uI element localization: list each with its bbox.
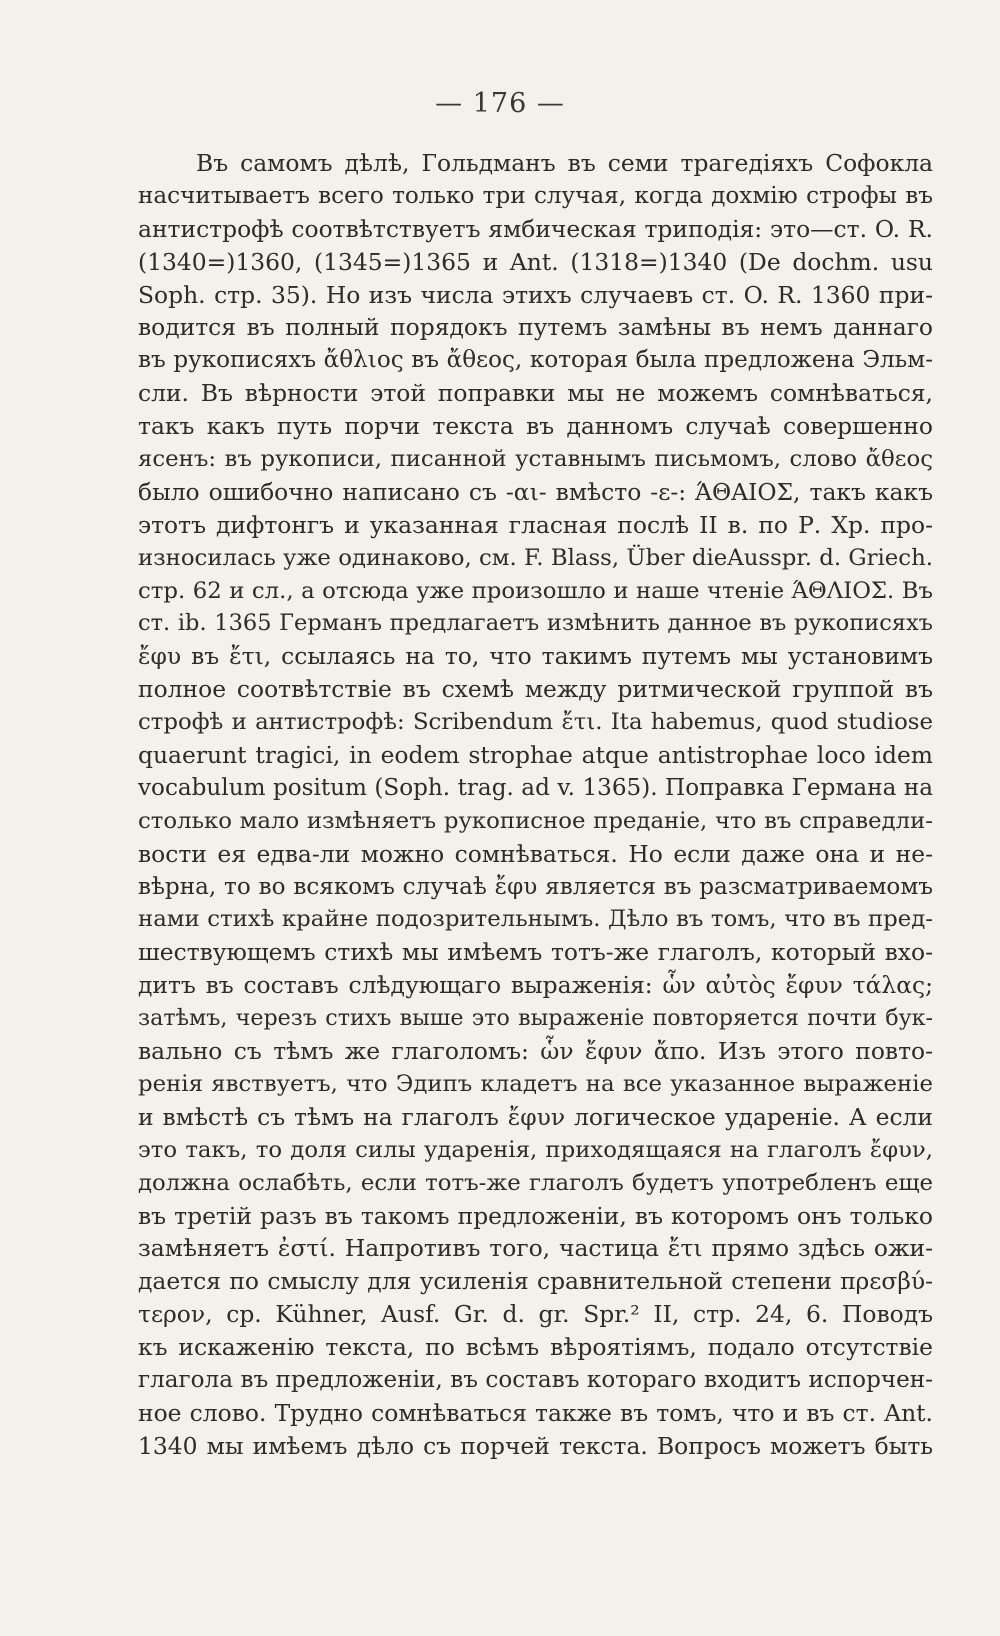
body-text bbox=[138, 147, 933, 1463]
text-line: сли. Въ вѣрности этой поправки мы не можемъ сомнѣваться, bbox=[138, 379, 933, 408]
text-line: вости ея едва-ли можно сомнѣваться. Но если даже она и не- bbox=[138, 839, 933, 868]
text-line: вально съ тѣмъ же глаголомъ: ὧν ἔφυν ἄπο. Изъ этого повто- bbox=[138, 1037, 933, 1066]
text-line: полное соотвѣтствіе въ схемѣ между ритмической группой въ bbox=[138, 675, 933, 704]
text-line: затѣмъ, черезъ стихъ выше это выраженіе повторяется почти бук- bbox=[138, 1005, 933, 1032]
text-line: (1340=)1360, (1345=)1365 и Ant. (1318=)1340 (De dochm. usu bbox=[138, 247, 933, 276]
text-line: вѣрна, то во всякомъ случаѣ ἔφυ является въ разсматриваемомъ bbox=[138, 873, 933, 900]
text-line: τερον, ср. Kühner, Ausf. Gr. d. gr. Spr.² II, стр. 24, 6. Поводъ bbox=[138, 1300, 933, 1329]
text-line: quaerunt tragici, in eodem strophae atque antistrophae loco idem bbox=[138, 741, 933, 770]
text-line: стр. 62 и сл., а отсюда уже произошло и наше чтеніе ΆΘΛΙΟΣ. Въ bbox=[138, 577, 933, 604]
text-line: ное слово. Трудно сомнѣваться также въ томъ, что и въ ст. Ant. bbox=[138, 1398, 933, 1427]
text-line: ренія явствуетъ, что Эдипъ кладетъ на все указанное выраженіе bbox=[138, 1070, 933, 1097]
text-line: это такъ, то доля силы ударенія, приходящаяся на глаголъ ἔφυν, bbox=[138, 1136, 933, 1163]
text-line: дитъ въ составъ слѣдующаго выраженія: ὧν αὐτὸς ἔφυν τάλας; bbox=[138, 971, 933, 1000]
text-line: замѣняетъ ἐστί. Напротивъ того, частица ἔτι прямо здѣсь ожи- bbox=[138, 1234, 933, 1263]
text-line: такъ какъ путь порчи текста въ данномъ случаѣ совершенно bbox=[138, 412, 933, 441]
text-line: глагола въ предложеніи, въ составъ котораго входитъ испорчен- bbox=[138, 1366, 933, 1393]
text-line: шествующемъ стихѣ мы имѣемъ тотъ-же глаголъ, который вхо- bbox=[138, 938, 933, 967]
text-line: дается по смыслу для усиленія сравнительной степени πρεσβύ- bbox=[138, 1267, 933, 1296]
text-line: и вмѣстѣ съ тѣмъ на глаголъ ἔφυν логическое удареніе. А если bbox=[138, 1102, 933, 1131]
text-line: ἔφυ въ ἔτι, ссылаясь на то, что такимъ путемъ мы установимъ bbox=[138, 642, 933, 671]
text-line: этотъ дифтонгъ и указанная гласная послѣ II в. по Р. Хр. про- bbox=[138, 510, 933, 539]
text-line: Soph. стр. 35). Но изъ числа этихъ случаевъ ст. O. R. 1360 при- bbox=[138, 280, 933, 309]
text-line: водится въ полный порядокъ путемъ замѣны въ немъ даннаго bbox=[138, 313, 933, 342]
text-line: износилась уже одинаково, см. F. Blass, Über dieAusspr. d. Griech. bbox=[138, 544, 933, 571]
text-line: ясенъ: въ рукописи, писанной уставнымъ письмомъ, слово ἄθεος bbox=[138, 446, 933, 473]
text-line: vocabulum positum (Soph. trag. ad v. 1365). Поправка Германа на bbox=[138, 774, 933, 801]
text-line: строфѣ и антистрофѣ: Scribendum ἔτι. Ita habemus, quod studiose bbox=[138, 709, 933, 736]
text-line: 1340 мы имѣемъ дѣло съ порчей текста. Вопросъ можетъ быть bbox=[138, 1431, 933, 1460]
text-line: должна ослабѣть, если тотъ-же глаголъ будетъ употребленъ еще bbox=[138, 1169, 933, 1196]
text-line: Въ самомъ дѣлѣ, Гольдманъ въ семи трагедіяхъ Софокла bbox=[196, 149, 933, 177]
text-line: въ рукописяхъ ἄθλιος въ ἄθεος, которая была предложена Эльм- bbox=[138, 347, 933, 374]
page-number: — 176 — bbox=[435, 88, 565, 119]
text-line: насчитываетъ всего только три случая, когда дохмію строфы въ bbox=[138, 182, 933, 209]
text-line: столько мало измѣняетъ рукописное преданіе, что въ справедли- bbox=[138, 807, 933, 834]
text-line: антистрофѣ соотвѣтствуетъ ямбическая триподія: это—ст. O. R. bbox=[138, 214, 933, 243]
text-line: въ третій разъ въ такомъ предложеніи, въ которомъ онъ только bbox=[138, 1201, 933, 1230]
text-line: было ошибочно написано съ -αι- вмѣсто -ε-: ΆΘΑΙΟΣ, такъ какъ bbox=[138, 477, 933, 506]
text-line: къ искаженію текста, по всѣмъ вѣроятіямъ, подало отсутствіе bbox=[138, 1333, 933, 1362]
text-line: нами стихѣ крайне подозрительнымъ. Дѣло въ томъ, что въ пред- bbox=[138, 906, 933, 933]
text-line: ст. ib. 1365 Германъ предлагаетъ измѣнить данное въ рукописяхъ bbox=[138, 610, 933, 637]
